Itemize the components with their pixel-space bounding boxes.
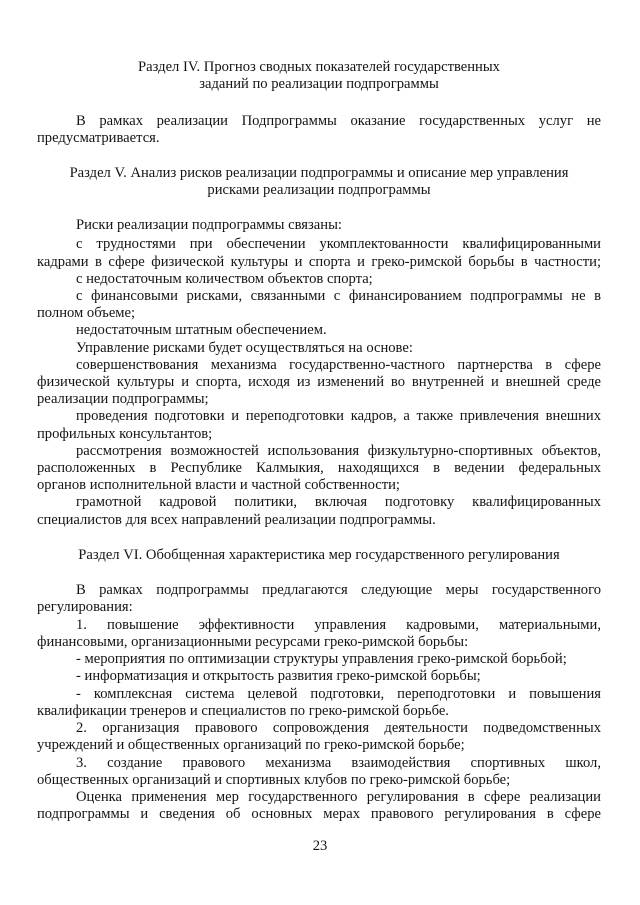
paragraph-line: с недостаточным количеством объектов спорта; — [76, 271, 373, 287]
page-number: 23 — [312, 838, 328, 854]
paragraph-line: 3. создание правового механизма взаимодействия спортивных школ, — [76, 755, 601, 771]
paragraph-line: 1. повышение эффективности управления кадровыми, материальными, — [76, 617, 601, 633]
paragraph-line: с финансовыми рисками, связанными с финансированием подпрограммы не в — [76, 288, 601, 304]
paragraph-line: В рамках подпрограммы предлагаются следующие меры государственного — [76, 582, 601, 598]
paragraph-line: профильных консультантов; — [37, 426, 213, 442]
paragraph-line: общественных организаций и спортивных клубов по греко-римской борьбе; — [37, 772, 511, 788]
paragraph-line: физической культуры и спорта, исходя из изменений во внутренней и внешней среде — [37, 374, 601, 390]
paragraph-line: полном объеме; — [37, 305, 136, 321]
paragraph-line: недостаточным штатным обеспечением. — [76, 322, 327, 338]
paragraph-line: расположенных в Республике Калмыкия, находящихся в ведении федеральных — [37, 460, 601, 476]
paragraph-line: реализации подпрограммы; — [37, 391, 209, 407]
paragraph-line: специалистов для всех направлений реализации подпрограммы. — [37, 512, 436, 528]
paragraph-line: регулирования: — [37, 599, 133, 615]
paragraph-line: В рамках реализации Подпрограммы оказание государственных услуг не — [76, 113, 601, 129]
paragraph-line: квалификации тренеров и специалистов по греко-римской борьбе. — [37, 703, 449, 719]
paragraph-line: финансовыми, организационными ресурсами греко-римской борьбы: — [37, 634, 469, 650]
paragraph-line: - информатизация и открытость развития греко-римской борьбы; — [76, 668, 481, 684]
paragraph-line: кадрами в сфере физической культуры и спорта и греко-римской борьбы в частности; — [37, 254, 601, 270]
section5-heading-cont: рисками реализации подпрограммы — [207, 182, 431, 198]
paragraph-line: рассмотрения возможностей использования физкультурно-спортивных объектов, — [76, 443, 601, 459]
section4-heading: Раздел IV. Прогноз сводных показателей государственных — [138, 59, 500, 75]
section5-heading: Раздел V. Анализ рисков реализации подпрограммы и описание мер управления — [69, 165, 569, 181]
paragraph-line: Управление рисками будет осуществляться на основе: — [76, 340, 413, 356]
paragraph-line: совершенствования механизма государственно-частного партнерства в сфере — [76, 357, 601, 373]
paragraph-line: учреждений и общественных организаций по греко-римской борьбе; — [37, 737, 465, 753]
paragraph-line: подпрограммы и сведения об основных мерах правового регулирования в сфере — [37, 806, 601, 822]
section4-heading-cont: заданий по реализации подпрограммы — [199, 76, 439, 92]
paragraph-line: - комплексная система целевой подготовки, переподготовки и повышения — [76, 686, 601, 702]
paragraph-line: грамотной кадровой политики, включая подготовку квалифицированных — [76, 494, 601, 510]
paragraph-line: - мероприятия по оптимизации структуры управления греко-римской борьбой; — [76, 651, 567, 667]
paragraph-line: предусматривается. — [37, 130, 160, 146]
paragraph-line: проведения подготовки и переподготовки кадров, а также привлечения внешних — [76, 408, 601, 424]
section6-heading: Раздел VI. Обобщенная характеристика мер государственного регулирования — [78, 547, 560, 563]
paragraph-line: Оценка применения мер государственного регулирования в сфере реализации — [76, 789, 601, 805]
paragraph-line: с трудностями при обеспечении укомплектованности квалифицированными — [76, 236, 601, 252]
paragraph-line: Риски реализации подпрограммы связаны: — [76, 217, 342, 233]
paragraph-line: органов исполнительной власти и частной собственности; — [37, 477, 400, 493]
paragraph-line: 2. организация правового сопровождения деятельности подведомственных — [76, 720, 601, 736]
